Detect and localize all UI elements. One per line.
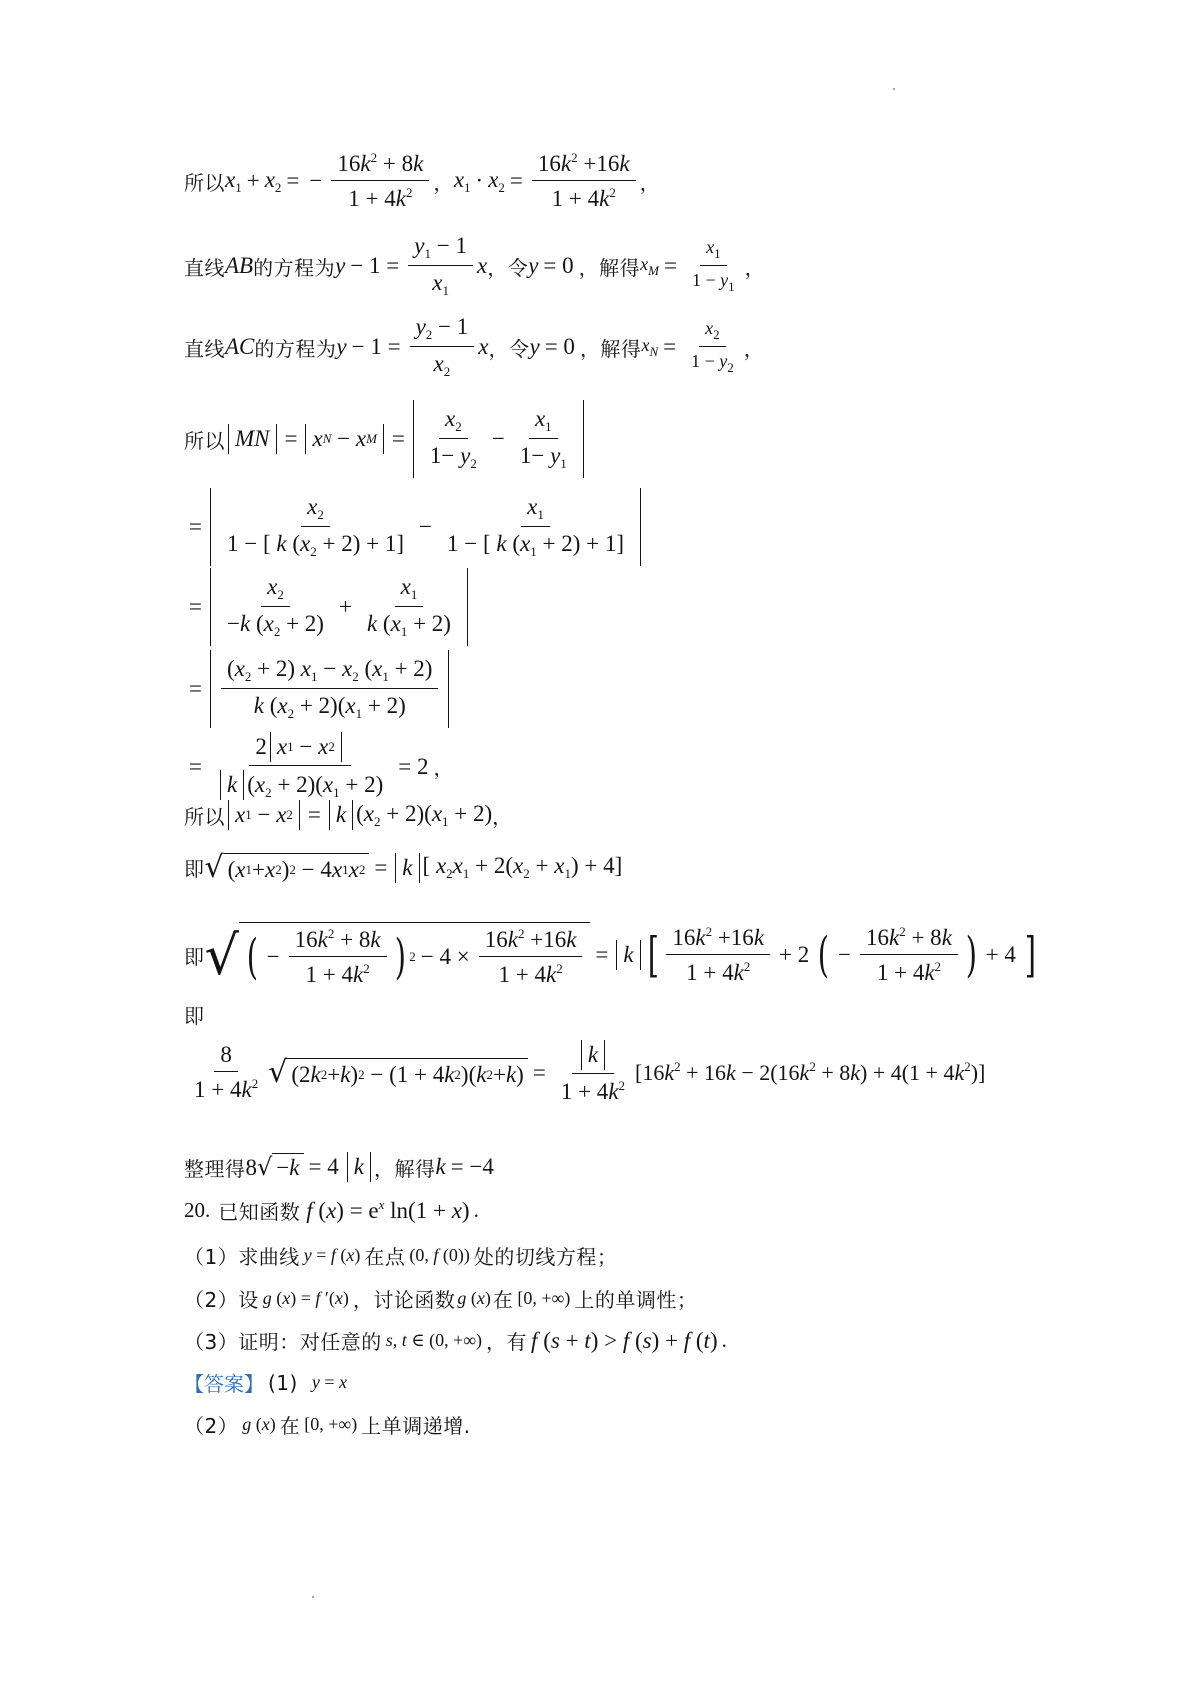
line-ji: 即 (184, 1004, 205, 1028)
line-ac-equation: 直线 AC 的方程为 y − 1 = $\frac{y_2 - 1}{x_2}$ x ，令 y = 0 ，解得 $x_N$ = $\frac{x_2}{1 - y_2}$ ， (184, 314, 765, 379)
line-mn-length: 所以 MN = x N − x M = $\frac{x_2}{1- y_2}$ − $\frac{x_1}{1- y_1}$ (184, 400, 587, 478)
scan-speck (893, 88, 895, 90)
line-step-2: = $\frac{x_2}{-k (x_2 + 2)}$ + $\frac{x_1}{k (x_1 + 2)}$ (184, 568, 471, 646)
fraction: $\frac{16k^2 + 8k}{1 + 4k^2}$ (331, 150, 429, 212)
line-so: 所以 x 1 − x 2 = k $(x_2 + 2)(x_1 + 2)$ ， (184, 800, 513, 829)
scan-speck (312, 1596, 314, 1598)
line-step-3: = $\frac{(x_2 + 2) x_1 - x_2 (x_1 + 2)}{k (x_2 + 2)(x_1 + 2)}$ (184, 650, 452, 728)
answer-line-1: 【答案】 (1) y = x (184, 1368, 347, 1397)
line-step-4: = 2 x 1 − x 2 k $(x_2 + 2)(x_1 + 2)$ = 2 ， (189, 734, 454, 800)
line-ab-equation: 直线 AB 的方程为 y − 1 = $\frac{y_1 - 1}{x_1}$ x ，令 y = 0 ，解得 $x_M$ = $\frac{x_1}{1 - y_1}$ ， (184, 233, 766, 298)
problem-20-part-1: （1） 求曲线 y = f (x) 在点 (0, f (0)) 处的切线方程； (184, 1245, 618, 1269)
line-step-1: = $\frac{x_2}{1 - [ k (x_2 + 2) + 1]}$ − $\frac{x_1}{1 - [ k (x_1 + 2) + 1]}$ (184, 488, 644, 566)
line-sqrt-2: 即 √ ( − $\frac{16k^2 + 8k}{1 + 4k^2}$ ) 2 − 4 × $\frac{16k^2 +16k}{1 + 4k^2}$ = k [ $\frac{16k^2 +16k}{1 + 4k^2}$ + 2 ( − $\frac{16k^2 + 8k}{1 + 4k^2}$ ) + 4 ] (184, 923, 1036, 987)
answer-line-2: （2） g (x) 在 [0, +∞) 上单调递增. (184, 1414, 471, 1438)
line-simplified: $\frac{8}{1 + 4k^2}$ √ (2 k 2 + k ) 2 − (1 + 4 k 2 )( k 2 + k ) = $\frac{k}{1 + 4k^2}$ $[16k^2 + 16k - 2(16k^2 + 8k) + 4(1 + 4k^2)]$ (194, 1042, 986, 1104)
text-prefix: 所以 (184, 170, 225, 195)
answer-tag: 【答案】 (184, 1372, 264, 1396)
line-sum-product: 所以 $x_1$ + $x_2$ = − $\frac{16k^2 + 8k}{1 + 4k^2}$ ， $x_1$ · $x_2$ = $\frac{16k^2 +16k}{1 + 4k^2}$ ， (184, 150, 661, 211)
line-result: 整理得 8 √ − k = 4 k ，解得 k = −4 (184, 1153, 494, 1181)
line-sqrt-1: 即 √ ( x 1 + x 2 ) 2 − 4 x 1 x 2 = k [ $x_2x_1 + 2(x_2 + x_1) + 4$] (184, 850, 623, 885)
fraction: $\frac{16k^2 +16k}{1 + 4k^2}$ (532, 150, 636, 212)
problem-20-part-2: （2） 设 g (x) = f ′(x) ，讨论函数 g (x) 在 [0, +∞) 上的单调性； (184, 1288, 698, 1312)
problem-20-stem: 20. 已知函数 f $(x) = e^x$ ln(1 + x) . (184, 1197, 479, 1224)
problem-20-part-3: （3） 证明：对任意的 s, t ∈ (0, +∞) ，有 f (s + t) > f (s) + f (t) . (184, 1327, 727, 1354)
